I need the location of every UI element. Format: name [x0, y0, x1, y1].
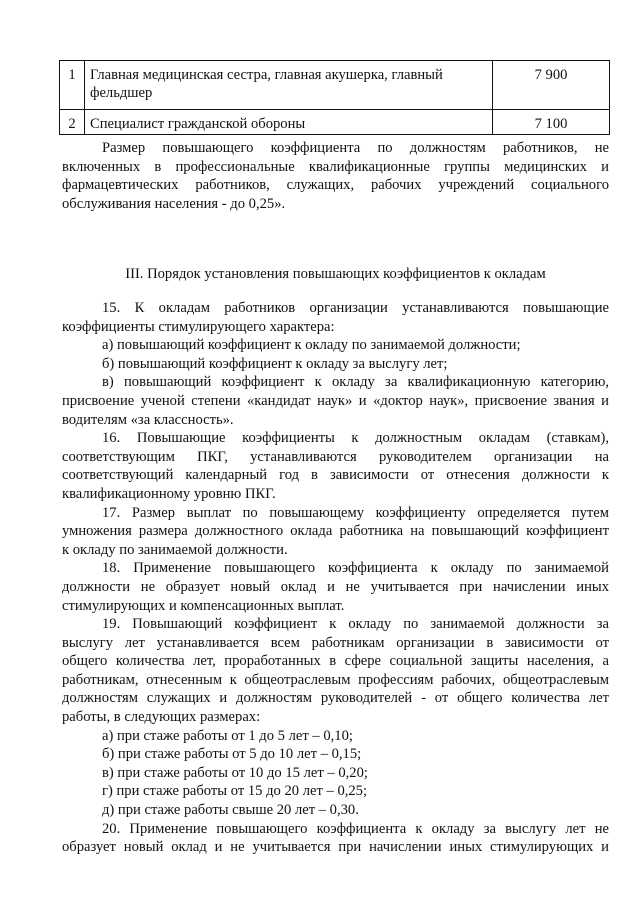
text-line: к окладу по занимаемой должности.: [62, 541, 288, 558]
text-line: стимулирующих и компенсационных выплат.: [62, 597, 345, 614]
table-row: [60, 61, 610, 110]
text-line: выслугу лет устанавливается всем работникам организации в зависимости от: [62, 634, 609, 651]
body-text: [62, 299, 609, 857]
salary-amount: 7 100: [493, 110, 610, 135]
position-name: [85, 61, 493, 110]
intro-paragraph: [62, 139, 609, 213]
list-item: а) повышающий коэффициент к окладу по занимаемой должности;: [102, 337, 521, 354]
text-line: 15. К окладам работников организации устанавливаются повышающие: [102, 300, 609, 316]
section-heading: III. Порядок установления повышающих коэффициентов к окладам: [125, 266, 546, 282]
row-number: 2: [60, 110, 85, 135]
text-line: присвоение ученой степени «кандидат наук» и «доктор наук», присвоение звания и: [62, 392, 609, 409]
positions-table: [59, 60, 610, 135]
position-name: Специалист гражданской обороны: [85, 110, 493, 135]
list-item: в) при стаже работы от 10 до 15 лет – 0,20;: [102, 764, 368, 781]
text-line: 17. Размер выплат по повышающему коэффициенту определяется путем: [102, 504, 609, 521]
text-line: фармацевтических работников, служащих, рабочих учреждений социального: [62, 177, 609, 194]
table-row: [60, 110, 610, 135]
text-line: образует новый оклад и не учитывается при начислении иных стимулирующих и: [62, 839, 609, 856]
salary-amount: 7 900: [493, 61, 610, 110]
position-name-line: Главная медицинская сестра, главная акушерка, главный: [90, 67, 443, 83]
list-item: д) при стаже работы свыше 20 лет – 0,30.: [102, 802, 359, 819]
text-line: 16. Повышающие коэффициенты к должностным окладам (ставкам),: [102, 430, 609, 447]
text-line: водителям «за классность».: [62, 411, 234, 428]
text-line: включенных в профессиональные квалификационные группы медицинских и: [62, 158, 609, 175]
row-number: 1: [60, 61, 85, 110]
text-line: 18. Применение повышающего коэффициента к окладу по занимаемой: [102, 560, 609, 577]
text-line: квалификационному уровню ПКГ.: [62, 485, 276, 502]
list-item: в) повышающий коэффициент к окладу за квалификационную категорию,: [102, 374, 609, 391]
text-line: соответствующий календарный год в зависимости от отнесения должности к: [62, 467, 609, 484]
text-line: должности не образует новый оклад и не учитывается при начислении иных: [62, 578, 609, 595]
text-line: 19. Повышающий коэффициент к окладу по занимаемой должности за: [102, 616, 609, 633]
text-line: работникам, отнесенным к общеотраслевым профессиям рабочих, общеотраслевым: [62, 671, 609, 688]
list-item: г) при стаже работы от 15 до 20 лет – 0,25;: [102, 783, 368, 800]
text-line: должностям служащих и должностям руководителей - от общего количества лет: [62, 690, 609, 707]
text-line: умножения размера должностного оклада работника на повышающий коэффициент: [62, 523, 609, 540]
list-item: б) повышающий коэффициент к окладу за выслугу лет;: [102, 355, 448, 372]
text-line: соответствующим ПКГ, устанавливаются руководителем организации на: [62, 448, 609, 465]
text-line: Размер повышающего коэффициента по должностям работников, не: [102, 140, 609, 156]
text-line: 20. Применение повышающего коэффициента к окладу за выслугу лет не: [102, 820, 609, 837]
text-line: работы, в следующих размерах:: [62, 709, 261, 726]
text-line: общего количества лет, проработанных в сфере социальной защиты населения, а: [62, 653, 609, 670]
position-name-line: фельдшер: [90, 85, 153, 101]
list-item: б) при стаже работы от 5 до 10 лет – 0,15;: [102, 746, 362, 763]
text-line: коэффициенты стимулирующего характера:: [62, 318, 335, 335]
list-item: а) при стаже работы от 1 до 5 лет – 0,10;: [102, 727, 353, 744]
text-line: обслуживания населения - до 0,25».: [62, 195, 286, 212]
